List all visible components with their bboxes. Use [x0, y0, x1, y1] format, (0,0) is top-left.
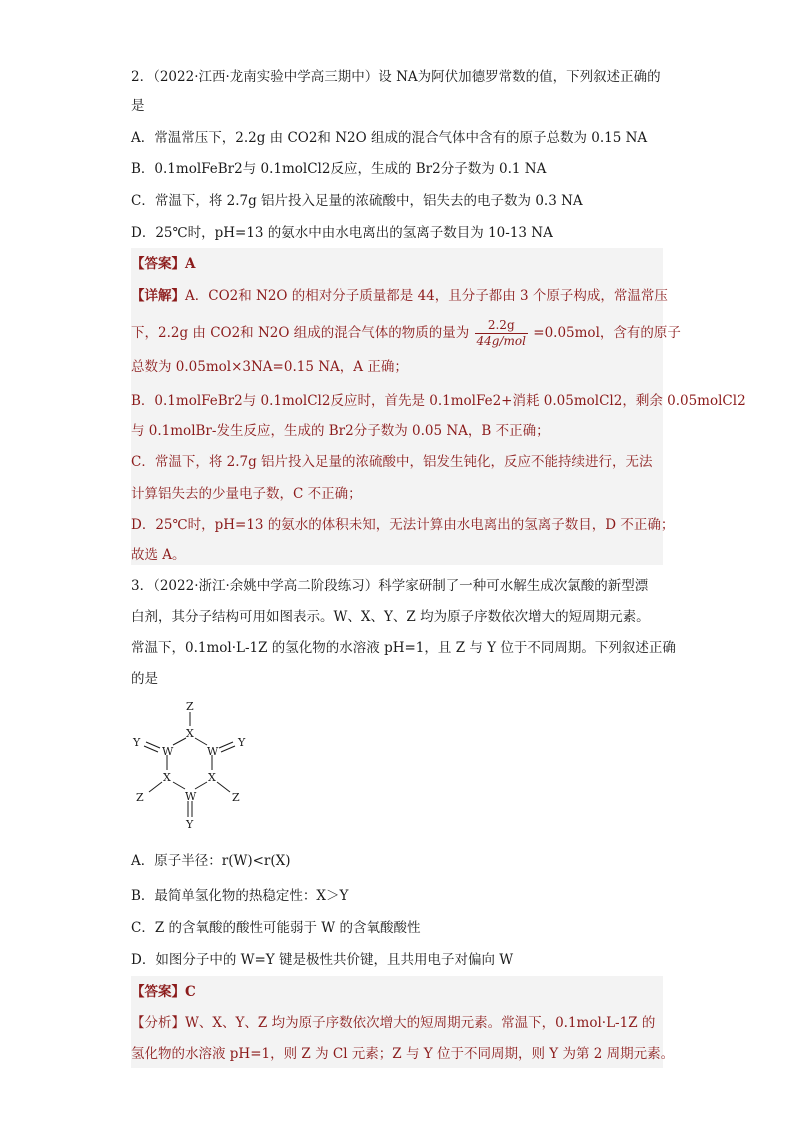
bond-x-w-right [195, 738, 207, 745]
q2-stem-line-2: 是 [131, 98, 145, 114]
double-bond-right-b [221, 746, 235, 752]
atom-y-right: Y [238, 736, 246, 749]
atom-z-right: Z [232, 791, 240, 804]
q2-detail-b-line-2: 与 0.1molBr-发生反应，生成的 Br2分子数为 0.05 NA，B 不正确； [131, 423, 550, 439]
bond-x-z-left [149, 782, 162, 792]
q2-detail-c-line-2: 计算铝失去的少量电子数，C 不正确； [131, 486, 362, 502]
q3-option-d: D．如图分子中的 W=Y 键是极性共价键，且共用电子对偏向 W [131, 952, 514, 968]
atom-y-left: Y [133, 736, 141, 749]
atom-x-top: X [186, 727, 194, 740]
atom-w-right: W [207, 745, 219, 758]
q3-answer: 【答案】C [131, 984, 196, 1000]
q2-answer: 【答案】A [131, 256, 196, 272]
q2-detail-a-line-1: 【详解】A．CO2和 N2O 的相对分子质量都是 44，且分子都由 3 个原子构成，常温常压 [131, 288, 668, 304]
q2-option-d: D．25℃时，pH=13 的氨水中由水电离出的氢离子数目为 10-13 NA [131, 225, 553, 241]
double-bond-left-b [144, 746, 158, 752]
q3-option-c: C．Z 的含氧酸的酸性可能弱于 W 的含氧酸酸性 [131, 920, 421, 936]
q2-option-b: B．0.1molFeBr2与 0.1molCl2反应，生成的 Br2分子数为 0.1 NA [131, 161, 547, 177]
q3-analysis-line-2: 氢化物的水溶液 pH=1，则 Z 为 Cl 元素；Z 与 Y 位于不同周期，则 Y 为第 2 周期元素。 [131, 1046, 675, 1062]
atom-x-left: X [163, 771, 171, 784]
bond-x-w-bottom-right [195, 782, 207, 789]
atom-x-right: X [208, 771, 216, 784]
double-bond-left-a [146, 742, 160, 748]
q3-option-a: A．原子半径：r(W)<r(X) [131, 853, 291, 869]
atom-w-bottom: W [185, 790, 197, 803]
q2-stem-line-1: 2．（2022·江西·龙南实验中学高三期中）设 NA为阿伏加德罗常数的值，下列叙述正确的 [131, 69, 661, 85]
q2-option-a: A．常温常压下，2.2g 由 CO2和 N2O 组成的混合气体中含有的原子总数为 0.15 NA [131, 130, 648, 146]
q3-stem-line-4: 的是 [131, 671, 158, 687]
q2-detail-a-line-2: 下，2.2g 由 CO2和 N2O 组成的混合气体的物质的量为 $\frac{2.2g}{\text{44g/mol}}$ =0.05mol，含有的原子 [131, 318, 681, 348]
molecule-structure-diagram [128, 700, 258, 835]
q3-option-b: B．最简单氢化物的热稳定性：X＞Y [131, 888, 349, 904]
bond-x-w-bottom-left [173, 782, 185, 789]
bond-x-z-right [217, 782, 230, 792]
q2-detail-c-line-1: C．常温下，将 2.7g 铝片投入足量的浓硫酸中，铝发生钝化，反应不能持续进行，无法 [131, 454, 653, 470]
double-bond-right-a [219, 742, 233, 748]
bond-x-w-left [173, 738, 186, 745]
atom-w-left: W [162, 745, 174, 758]
q2-detail-d-line-1: D．25℃时，pH=13 的氨水的体积未知，无法计算由水电离出的氢离子数目，D 不正确； [131, 517, 675, 533]
q3-stem-line-2: 白剂，其分子结构可用如图表示。W、X、Y、Z 均为原子序数依次增大的短周期元素。 [131, 609, 650, 625]
atom-z-left: Z [136, 791, 144, 804]
atom-z-top: Z [186, 700, 194, 713]
q3-stem-line-1: 3．（2022·浙江·余姚中学高二阶段练习）科学家研制了一种可水解生成次氯酸的新型漂 [131, 578, 649, 594]
q2-detail-b-line-1: B．0.1molFeBr2与 0.1molCl2反应时，首先是 0.1molFe2+消耗 0.05molCl2，剩余 0.05molCl2 [131, 393, 746, 409]
q3-stem-line-3: 常温下，0.1mol·L-1Z 的氢化物的水溶液 pH=1，且 Z 与 Y 位于不同周期。下列叙述正确 [131, 640, 676, 656]
atom-y-bottom: Y [186, 818, 194, 831]
q2-detail-d-line-2: 故选 A。 [131, 547, 186, 563]
fraction: $\frac{2.2g}{\text{44g/mol}}$ [476, 318, 526, 348]
q2-detail-a-line-3: 总数为 0.05mol×3NA=0.15 NA，A 正确； [131, 359, 408, 375]
q3-analysis-line-1: 【分析】W、X、Y、Z 均为原子序数依次增大的短周期元素。常温下，0.1mol·L-1Z 的 [131, 1015, 656, 1031]
q2-option-c: C．常温下，将 2.7g 铝片投入足量的浓硫酸中，铝失去的电子数为 0.3 NA [131, 193, 583, 209]
